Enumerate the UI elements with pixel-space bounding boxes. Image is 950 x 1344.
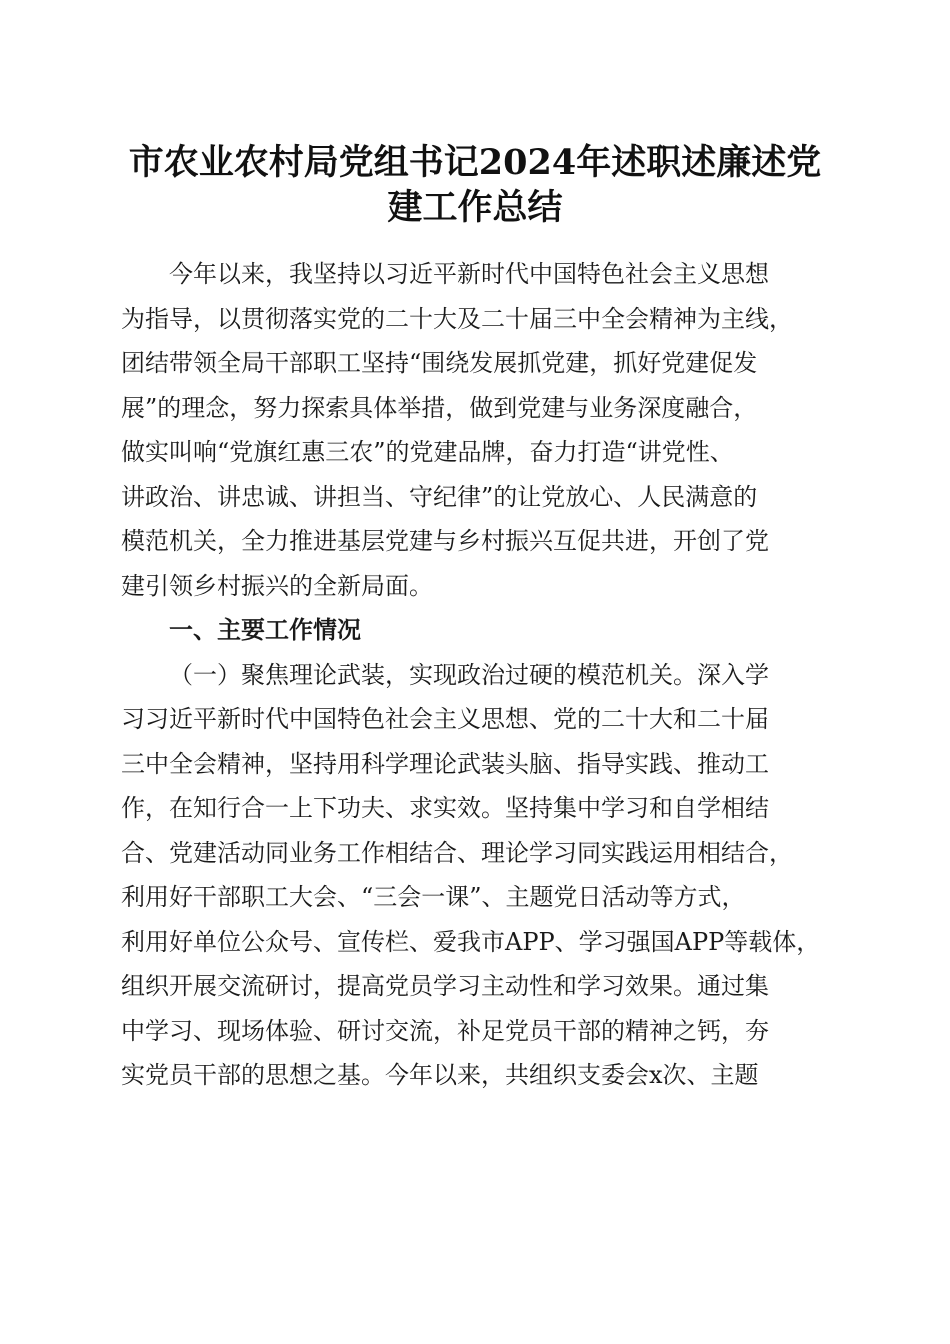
intro-line: 为指导，以贯彻落实党的二十大及二十届三中全会精神为主线， <box>121 304 793 333</box>
intro-line: 今年以来，我坚持以习近平新时代中国特色社会主义思想 <box>169 260 769 288</box>
title-line-1: 市农业农村局党组书记2024年述职述廉述党 <box>128 142 822 183</box>
section-1-line: 实党员干部的思想之基。今年以来，共组织支委会x次、主题 <box>121 1061 759 1089</box>
intro-line: 模范机关，全力推进基层党建与乡村振兴互促共进，开创了党 <box>121 527 769 555</box>
section-1-line: 作，在知行合一上下功夫、求实效。坚持集中学习和自学相结 <box>121 794 769 822</box>
section-1-line: 三中全会精神，坚持用科学理论武装头脑、指导实践、推动工 <box>121 749 769 778</box>
section-1-line: 合、党建活动同业务工作相结合、理论学习同实践运用相结合， <box>121 838 793 867</box>
intro-paragraph <box>121 252 833 608</box>
section-1-paragraph <box>121 653 833 1098</box>
section-1-line: 中学习、现场体验、研讨交流，补足党员干部的精神之钙，夯 <box>121 1016 769 1045</box>
intro-line: 展”的理念，努力探索具体举措，做到党建与业务深度融合， <box>121 393 758 422</box>
intro-line: 建引领乡村振兴的全新局面。 <box>121 571 433 600</box>
section-heading: 一、主要工作情况 <box>169 616 361 644</box>
document-title <box>110 140 840 230</box>
intro-line: 做实叫响“党旗红惠三农”的党建品牌，奋力打造“讲党性、 <box>121 438 734 466</box>
section-1-line: （一）聚焦理论武装，实现政治过硬的模范机关。深入学 <box>169 660 769 689</box>
intro-line: 团结带领全局干部职工坚持“围绕发展抓党建，抓好党建促发 <box>121 349 758 377</box>
section-1-line: 习习近平新时代中国特色社会主义思想、党的二十大和二十届 <box>121 705 769 733</box>
section-1-line: 组织开展交流研讨，提高党员学习主动性和学习效果。通过集 <box>121 972 769 1000</box>
section-1-line: 利用好单位公众号、宣传栏、爱我市APP、学习强国APP等载体， <box>121 927 821 956</box>
intro-line: 讲政治、讲忠诚、讲担当、守纪律”的让党放心、人民满意的 <box>121 482 758 511</box>
section-1-line: 利用好干部职工大会、“三会一课”、主题党日活动等方式， <box>121 883 746 911</box>
document-body <box>121 252 833 1098</box>
title-line-2: 建工作总结 <box>387 187 563 228</box>
